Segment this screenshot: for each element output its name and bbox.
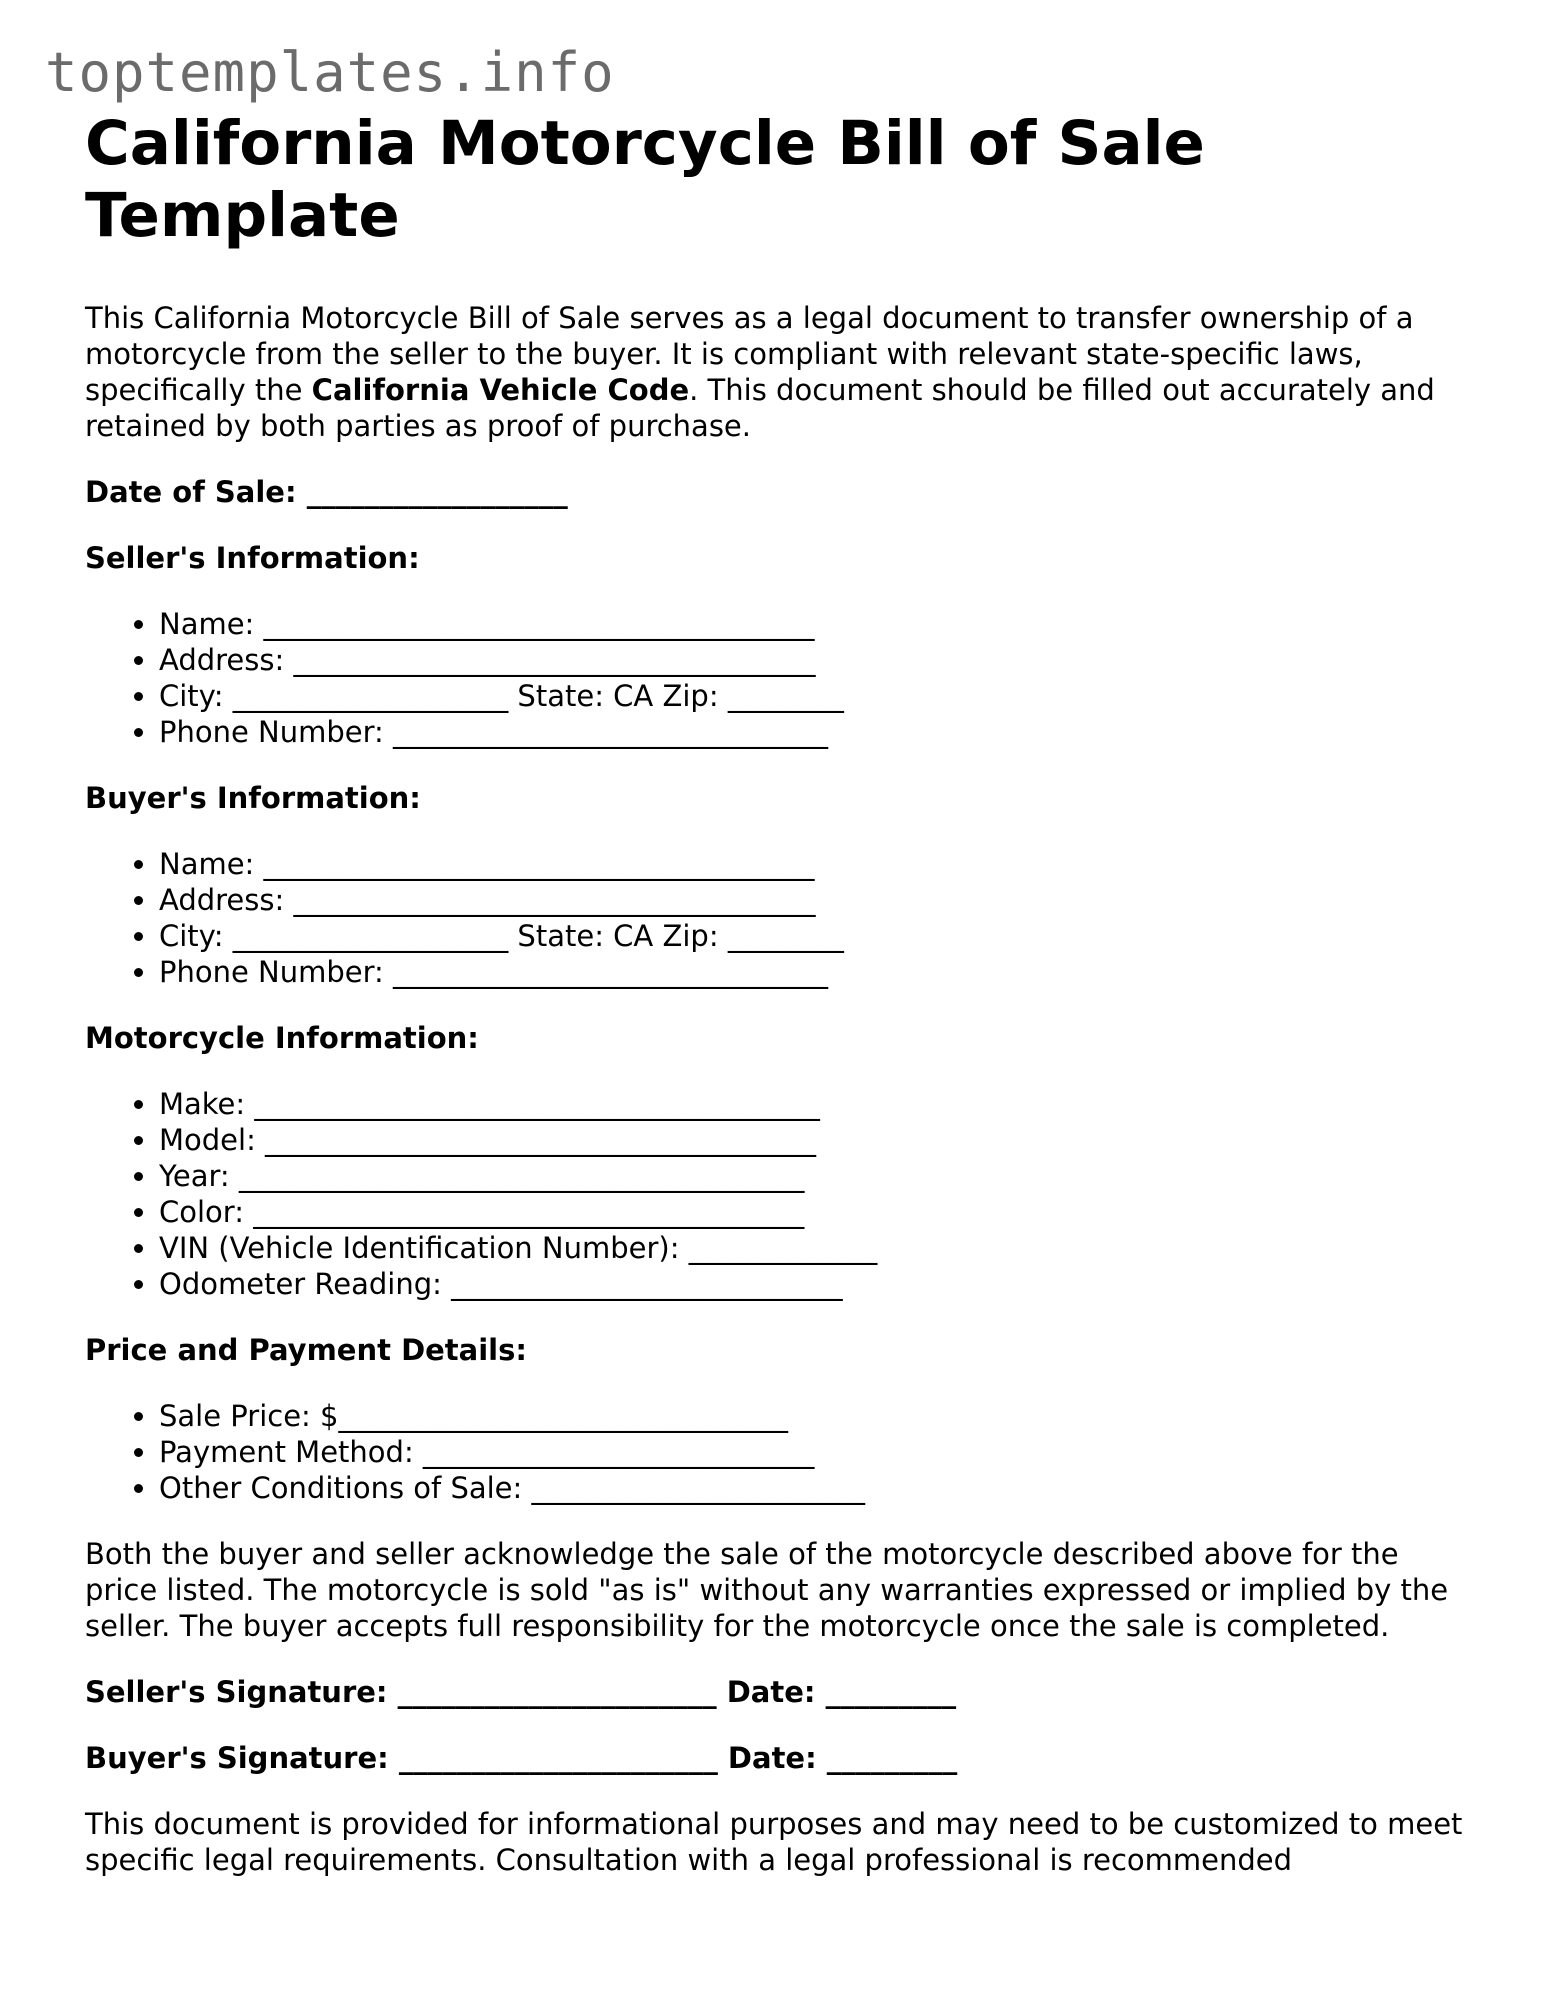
motorcycle-section-title: Motorcycle Information: — [85, 1021, 479, 1055]
seller-address-field[interactable]: • Address: ____________________________________ — [159, 642, 1465, 678]
watermark: toptemplates.info — [45, 41, 615, 104]
buyer-address-field[interactable]: • Address: ____________________________________ — [159, 882, 1465, 918]
buyer-phone-field[interactable]: • Phone Number: ______________________________ — [159, 954, 1465, 990]
intro-text-before: This California Motorcycle Bill of Sale serves as a legal document to transfer ownership of a motorcycle from the seller to the buyer. It is compliant with relevant state-specific laws, specifically the — [85, 301, 1414, 407]
disclaimer-paragraph: This document is provided for informational purposes and may need to be customized to meet specific legal requirements. Consultation with a legal professional is recommended — [85, 1807, 1463, 1877]
motorcycle-model-field[interactable]: • Model: ______________________________________ — [159, 1122, 1465, 1158]
motorcycle-color-field[interactable]: • Color: ______________________________________ — [159, 1194, 1465, 1230]
document-title: California Motorcycle Bill of Sale Template — [85, 108, 1205, 251]
seller-signature-line[interactable]: Seller's Signature: ______________________ Date: _________ — [85, 1675, 957, 1709]
seller-phone-field[interactable]: • Phone Number: ______________________________ — [159, 714, 1465, 750]
sale-price-field[interactable]: • Sale Price: $_______________________________ — [159, 1398, 1465, 1434]
intro-bold-code: California Vehicle Code — [311, 373, 690, 407]
motorcycle-odometer-field[interactable]: • Odometer Reading: ___________________________ — [159, 1266, 1465, 1302]
buyer-section-title: Buyer's Information: — [85, 781, 421, 815]
seller-section-title: Seller's Information: — [85, 541, 420, 575]
buyer-name-field[interactable]: • Name: ______________________________________ — [159, 846, 1465, 882]
motorcycle-make-field[interactable]: • Make: _______________________________________ — [159, 1086, 1465, 1122]
buyer-signature-line[interactable]: Buyer's Signature: ______________________ Date: _________ — [85, 1741, 958, 1775]
seller-name-field[interactable]: • Name: ______________________________________ — [159, 606, 1465, 642]
date-of-sale-label: Date of Sale: — [85, 475, 297, 509]
motorcycle-year-field[interactable]: • Year: _______________________________________ — [159, 1158, 1465, 1194]
buyer-info-list — [85, 846, 1465, 990]
intro-text-after: . This document should be filled out accurately and retained by both parties as proof of purchase. — [85, 373, 1435, 443]
seller-city-state-zip-field[interactable]: • City: ___________________ State: CA Zip: ________ — [159, 678, 1465, 714]
motorcycle-vin-field[interactable]: • VIN (Vehicle Identification Number): _____________ — [159, 1230, 1465, 1266]
date-of-sale-line — [85, 474, 1465, 510]
date-of-sale-field[interactable]: __________________ — [306, 475, 568, 509]
intro-paragraph — [85, 300, 1465, 444]
document-page — [85, 108, 1465, 1878]
payment-info-list — [85, 1398, 1465, 1506]
motorcycle-info-list — [85, 1086, 1465, 1302]
payment-method-field[interactable]: • Payment Method: ___________________________ — [159, 1434, 1465, 1470]
buyer-city-state-zip-field[interactable]: • City: ___________________ State: CA Zip: ________ — [159, 918, 1465, 954]
seller-info-list — [85, 606, 1465, 750]
acknowledgement-paragraph: Both the buyer and seller acknowledge the sale of the motorcycle described above for the price listed. The motorcycle is sold "as is" without any warranties expressed or implied by the seller. The buyer accepts full responsibility for the motorcycle once the sale is completed. — [85, 1537, 1449, 1643]
other-conditions-field[interactable]: • Other Conditions of Sale: _______________________ — [159, 1470, 1465, 1506]
payment-section-title: Price and Payment Details: — [85, 1333, 527, 1367]
